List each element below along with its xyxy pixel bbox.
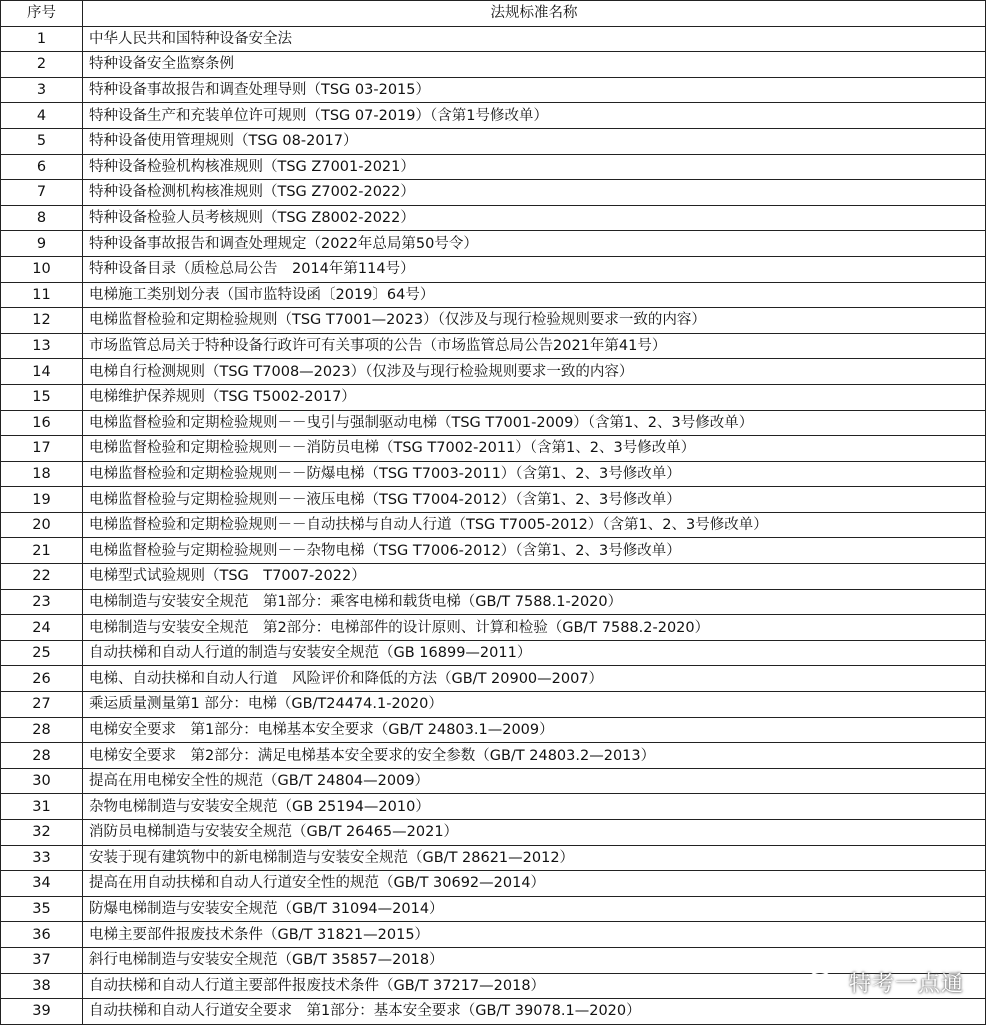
row-regulation-name: 电梯监督检验和定期检验规则－－自动扶梯与自动人行道（TSG T7005-2012）（含第1、2、3号修改单）: [83, 512, 986, 538]
row-index: 21: [1, 538, 83, 564]
table-row: [1, 640, 986, 666]
table-row: [1, 359, 986, 385]
row-index: 22: [1, 564, 83, 590]
row-regulation-name: 电梯主要部件报废技术条件（GB/T 31821—2015）: [83, 922, 986, 948]
table-row: [1, 922, 986, 948]
row-index: 4: [1, 103, 83, 129]
table-body: [1, 26, 986, 1024]
wechat-icon: [807, 970, 841, 996]
row-index: 27: [1, 692, 83, 718]
row-regulation-name: 电梯监督检验与定期检验规则－－杂物电梯（TSG T7006-2012）（含第1、2、3号修改单）: [83, 538, 986, 564]
row-regulation-name: 乘运质量测量第1 部分：电梯（GB/T24474.1-2020）: [83, 692, 986, 718]
row-regulation-name: 特种设备事故报告和调查处理导则（TSG 03-2015）: [83, 77, 986, 103]
table-row: [1, 333, 986, 359]
row-index: 33: [1, 845, 83, 871]
row-regulation-name: 消防员电梯制造与安装安全规范（GB/T 26465—2021）: [83, 820, 986, 846]
table-row: [1, 845, 986, 871]
row-index: 3: [1, 77, 83, 103]
row-regulation-name: 电梯安全要求 第2部分：满足电梯基本安全要求的安全参数（GB/T 24803.2—2013）: [83, 743, 986, 769]
row-index: 36: [1, 922, 83, 948]
table-row: [1, 128, 986, 154]
table-row: [1, 512, 986, 538]
row-index: 35: [1, 896, 83, 922]
row-regulation-name: 电梯监督检验与定期检验规则－－液压电梯（TSG T7004-2012）（含第1、2、3号修改单）: [83, 487, 986, 513]
row-index: 7: [1, 180, 83, 206]
row-index: 28: [1, 743, 83, 769]
table-row: [1, 692, 986, 718]
table-row: [1, 487, 986, 513]
table-row: [1, 999, 986, 1025]
table-row: [1, 794, 986, 820]
row-regulation-name: 电梯制造与安装安全规范 第2部分：电梯部件的设计原则、计算和检验（GB/T 7588.2-2020）: [83, 615, 986, 641]
table-row: [1, 77, 986, 103]
row-index: 8: [1, 205, 83, 231]
row-index: 25: [1, 640, 83, 666]
row-index: 23: [1, 589, 83, 615]
watermark: [807, 967, 964, 998]
row-regulation-name: 特种设备目录（质检总局公告 2014年第114号）: [83, 256, 986, 282]
row-regulation-name: 电梯维护保养规则（TSG T5002-2017）: [83, 384, 986, 410]
table-row: [1, 589, 986, 615]
table-row: [1, 896, 986, 922]
row-index: 1: [1, 26, 83, 52]
row-regulation-name: 自动扶梯和自动人行道的制造与安装安全规范（GB 16899—2011）: [83, 640, 986, 666]
table-row: [1, 308, 986, 334]
row-index: 24: [1, 615, 83, 641]
row-index: 2: [1, 52, 83, 78]
row-regulation-name: 特种设备事故报告和调查处理规定（2022年总局第50号令）: [83, 231, 986, 257]
table-row: [1, 282, 986, 308]
table-row: [1, 871, 986, 897]
table-header-row: [1, 1, 986, 27]
row-index: 28: [1, 717, 83, 743]
row-index: 18: [1, 461, 83, 487]
header-name: 法规标准名称: [83, 1, 986, 27]
row-regulation-name: 电梯安全要求 第1部分：电梯基本安全要求（GB/T 24803.1—2009）: [83, 717, 986, 743]
table-row: [1, 615, 986, 641]
row-regulation-name: 电梯制造与安装安全规范 第1部分：乘客电梯和载货电梯（GB/T 7588.1-2020）: [83, 589, 986, 615]
row-regulation-name: 电梯监督检验和定期检验规则－－防爆电梯（TSG T7003-2011）（含第1、2、3号修改单）: [83, 461, 986, 487]
table-row: [1, 256, 986, 282]
row-regulation-name: 电梯施工类别划分表（国市监特设函〔2019〕64号）: [83, 282, 986, 308]
table-row: [1, 384, 986, 410]
row-regulation-name: 电梯监督检验和定期检验规则－－曳引与强制驱动电梯（TSG T7001-2009）（含第1、2、3号修改单）: [83, 410, 986, 436]
row-index: 5: [1, 128, 83, 154]
row-index: 10: [1, 256, 83, 282]
row-regulation-name: 杂物电梯制造与安装安全规范（GB 25194—2010）: [83, 794, 986, 820]
row-regulation-name: 特种设备生产和充装单位许可规则（TSG 07-2019）（含第1号修改单）: [83, 103, 986, 129]
row-index: 34: [1, 871, 83, 897]
row-regulation-name: 特种设备检测机构核准规则（TSG Z7002-2022）: [83, 180, 986, 206]
table-row: [1, 436, 986, 462]
row-index: 14: [1, 359, 83, 385]
table-row: [1, 666, 986, 692]
row-index: 17: [1, 436, 83, 462]
row-regulation-name: 电梯监督检验和定期检验规则（TSG T7001—2023）（仅涉及与现行检验规则要求一致的内容）: [83, 308, 986, 334]
watermark-text: 特考一点通: [848, 972, 964, 997]
row-regulation-name: 提高在用电梯安全性的规范（GB/T 24804—2009）: [83, 768, 986, 794]
row-regulation-name: 特种设备安全监察条例: [83, 52, 986, 78]
row-regulation-name: 自动扶梯和自动人行道安全要求 第1部分：基本安全要求（GB/T 39078.1—2020）: [83, 999, 986, 1025]
row-index: 30: [1, 768, 83, 794]
row-index: 13: [1, 333, 83, 359]
row-index: 32: [1, 820, 83, 846]
row-index: 9: [1, 231, 83, 257]
row-index: 26: [1, 666, 83, 692]
row-regulation-name: 电梯自行检测规则（TSG T7008—2023）（仅涉及与现行检验规则要求一致的内容）: [83, 359, 986, 385]
row-regulation-name: 电梯型式试验规则（TSG T7007-2022）: [83, 564, 986, 590]
table-row: [1, 461, 986, 487]
row-index: 20: [1, 512, 83, 538]
table-row: [1, 820, 986, 846]
row-regulation-name: 自动扶梯和自动人行道主要部件报废技术条件（GB/T 37217—2018）: [83, 973, 986, 999]
row-index: 37: [1, 947, 83, 973]
table-row: [1, 538, 986, 564]
row-regulation-name: 中华人民共和国特种设备安全法: [83, 26, 986, 52]
row-index: 19: [1, 487, 83, 513]
row-regulation-name: 斜行电梯制造与安装安全规范（GB/T 35857—2018）: [83, 947, 986, 973]
table-row: [1, 103, 986, 129]
table-row: [1, 154, 986, 180]
table-row: [1, 180, 986, 206]
table-row: [1, 717, 986, 743]
table-row: [1, 26, 986, 52]
row-regulation-name: 安装于现有建筑物中的新电梯制造与安装安全规范（GB/T 28621—2012）: [83, 845, 986, 871]
header-index: 序号: [1, 1, 83, 27]
row-regulation-name: 特种设备检验机构核准规则（TSG Z7001-2021）: [83, 154, 986, 180]
table-row: [1, 564, 986, 590]
table-row: [1, 410, 986, 436]
row-regulation-name: 特种设备检验人员考核规则（TSG Z8002-2022）: [83, 205, 986, 231]
row-index: 12: [1, 308, 83, 334]
row-index: 38: [1, 973, 83, 999]
row-regulation-name: 电梯、自动扶梯和自动人行道 风险评价和降低的方法（GB/T 20900—2007）: [83, 666, 986, 692]
row-regulation-name: 市场监管总局关于特种设备行政许可有关事项的公告（市场监管总局公告2021年第41号）: [83, 333, 986, 359]
row-index: 16: [1, 410, 83, 436]
row-regulation-name: 防爆电梯制造与安装安全规范（GB/T 31094—2014）: [83, 896, 986, 922]
table-row: [1, 743, 986, 769]
row-index: 39: [1, 999, 83, 1025]
row-index: 15: [1, 384, 83, 410]
row-regulation-name: 电梯监督检验和定期检验规则－－消防员电梯（TSG T7002-2011）（含第1、2、3号修改单）: [83, 436, 986, 462]
table-row: [1, 231, 986, 257]
row-index: 6: [1, 154, 83, 180]
table-row: [1, 205, 986, 231]
row-regulation-name: 提高在用自动扶梯和自动人行道安全性的规范（GB/T 30692—2014）: [83, 871, 986, 897]
row-index: 31: [1, 794, 83, 820]
row-index: 11: [1, 282, 83, 308]
row-regulation-name: 特种设备使用管理规则（TSG 08-2017）: [83, 128, 986, 154]
table-row: [1, 52, 986, 78]
table-row: [1, 768, 986, 794]
